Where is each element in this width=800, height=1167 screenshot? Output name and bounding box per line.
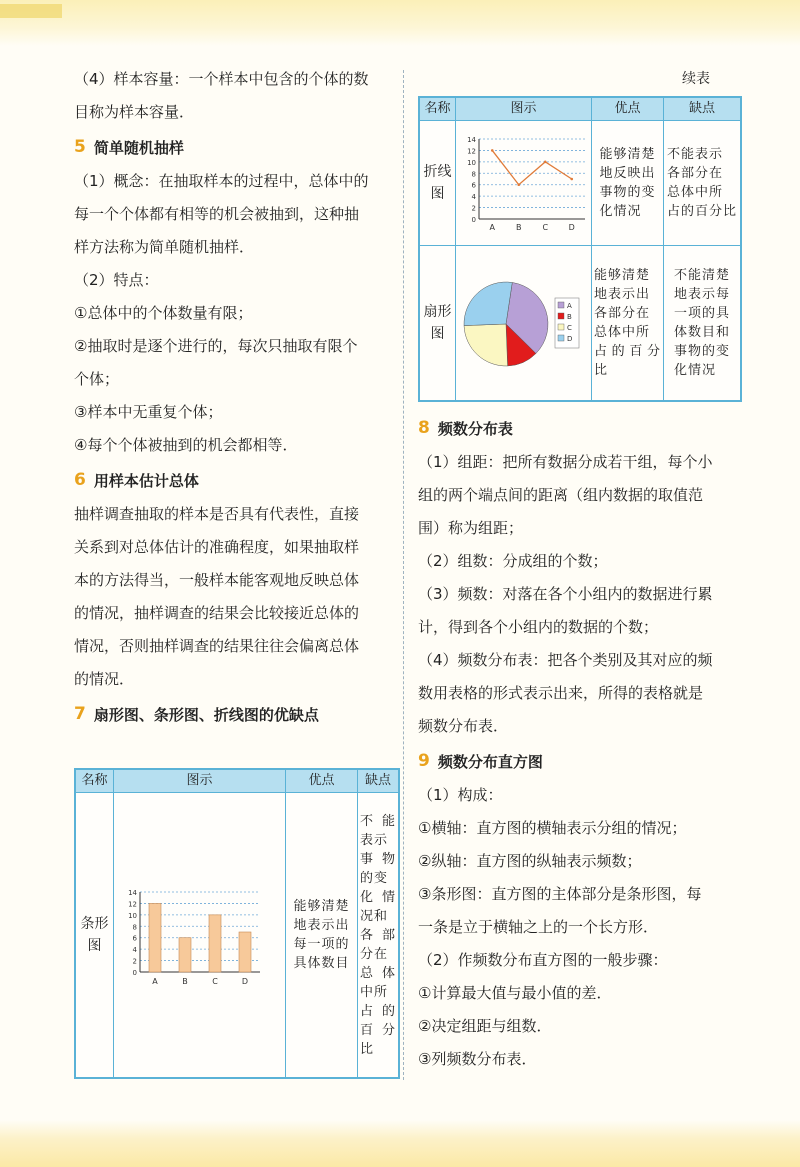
bar-mark [179,938,191,972]
bar-ytick-label: 8 [132,923,137,932]
section-5-title: 简单随机抽样 [93,138,184,157]
header-name: 名称 [76,770,114,792]
s6-line: 情况，否则抽样调查的结果往往会偏离总体 [74,637,360,655]
header-pros: 优点 [592,98,664,120]
bar-cons-line: 事物的变 [360,851,396,886]
section-5-heading [74,130,396,164]
continued-label: 续表 [682,71,710,87]
bar-ytick-label: 14 [127,889,137,897]
s6-line: 的情况． [74,670,135,688]
bar-chart [120,880,280,990]
s9-line: ②纵轴：直方图的纵轴表示频数； [418,852,642,870]
bar-ytick-label: 0 [132,969,137,977]
bar-mark [239,932,251,972]
line-ytick-label: 0 [471,216,476,224]
table-row-pie [420,246,740,400]
line-pros-line: 能够清楚 [599,147,656,162]
pie-legend-swatch [558,302,564,308]
line-point [517,183,520,186]
line-xtick-label: C [541,223,548,232]
s9-line: ③条形图：直方图的主体部分是条形图，每 [418,885,702,903]
line-name-cell [420,121,456,245]
bar-pros-line: 具体数目 [293,956,350,971]
top-decorative-band [0,0,800,46]
line-name-1: 折线 [423,164,452,180]
line-cons-cell [664,121,740,245]
line-point [490,149,493,152]
s5-line: 个体； [74,370,120,388]
s6-line: 的情况，抽样调查的结果会比较接近总体的 [74,604,360,622]
section-9-number: 9 [418,751,430,771]
pie-pros-line: 地表示出 [594,287,651,302]
line-name-2: 图 [430,186,445,202]
pie-legend-label: A [566,302,572,310]
pie-cons-line: 地表示每 [673,287,730,302]
bar-cons-line: 占的百分比 [360,1003,396,1057]
section-6-heading [74,463,396,497]
bar-pros-cell [286,793,358,1077]
line-cons-line: 各部分在 [666,166,723,181]
table-header [76,770,398,793]
pie-legend-label: D [566,335,572,343]
bar-xtick-label: B [181,977,188,986]
table-row-line [420,121,740,246]
line-pros-line: 事物的变 [599,185,656,200]
pie-pros-line: 总体中所 [594,325,651,340]
pie-pros-cell [592,246,664,400]
s5-line: ②抽取时是逐个进行的，每次只抽取有限个 [74,337,358,355]
line-ytick-label: 6 [471,181,476,190]
section-6-title: 用样本估计总体 [93,471,199,490]
pie-legend-swatch [558,324,564,330]
line-ytick-label: 2 [471,204,476,213]
line-point [570,178,573,181]
pie-cons-line: 一项的具 [673,306,730,321]
s9-line: ②决定组距与组数． [418,1017,552,1035]
s5-line: 每一个个体都有相等的机会被抽到，这种抽 [74,205,360,223]
pie-name-1: 扇形 [423,304,452,320]
s9-line: 一条是立于横轴之上的一个长方形． [418,918,659,936]
left-column [74,63,396,732]
line-ytick-label: 12 [466,147,476,156]
bar-name-cell [76,793,114,1077]
pie-name-2: 图 [430,326,445,342]
pie-cons-line: 化情况 [673,363,716,378]
pie-chart-cell [456,246,592,400]
pie-cons-line: 体数目和 [673,325,730,340]
pie-legend-label: C [566,324,572,332]
bar-ytick-label: 2 [132,957,137,966]
bar-ytick-label: 6 [132,934,137,943]
pie-legend-swatch [558,335,564,341]
bar-cons-line: 化情况和 [360,889,396,924]
section-8-heading [418,411,740,445]
s8-line: 围）称为组距； [418,519,524,537]
bar-name-1: 条形 [80,916,109,932]
bar-ytick-label: 12 [127,900,137,909]
s9-line: ③列频数分布表． [418,1050,537,1068]
line-cons-line: 不能表示 [666,147,723,162]
bar-pros-line: 每一项的 [293,937,350,952]
s9-line: ①计算最大值与最小值的差． [418,984,612,1002]
pie-cons-cell [664,246,740,400]
line-chart [459,131,589,235]
sample-size-line-1: （4）样本容量：一个样本中包含的个体的数 [74,70,369,88]
bar-mark [209,915,221,972]
pie-cons-line: 不能清楚 [673,268,730,283]
s5-line: 样方法称为简单随机抽样． [74,238,255,256]
bar-ytick-label: 10 [127,911,137,920]
line-cons-line: 占的百分比 [666,204,737,219]
s5-line: ①总体中的个体数量有限； [74,304,253,322]
line-pros-line: 化情况 [599,204,642,219]
s8-line: 组的两个端点间的距离（组内数据的取值范 [418,486,704,504]
section-8-title: 频数分布表 [437,419,513,438]
header-name: 名称 [420,98,456,120]
bar-ytick-label: 4 [132,946,137,955]
s5-line: ④每个个体被抽到的机会都相等． [74,436,298,454]
s9-line: （1）构成： [418,786,503,804]
bar-pros-line: 地表示出 [293,918,350,933]
header-cons: 缺点 [364,773,391,788]
s8-line: 计，得到各个小组内的数据的个数； [418,618,659,636]
table-row-bar [76,793,398,1077]
s8-line: （1）组距：把所有数据分成若干组，每个小 [418,453,713,471]
bar-cons-cell [358,793,398,1077]
header-pros: 优点 [286,770,358,792]
s5-line: （1）概念：在抽取样本的过程中，总体中的 [74,172,369,190]
line-series [492,150,572,184]
table-header-continued [420,98,740,121]
section-9-heading [418,744,740,778]
s8-line: 数用表格的形式表示出来，所得的表格就是 [418,684,704,702]
header-figure: 图示 [114,770,286,792]
bar-xtick-label: D [241,977,248,986]
line-xtick-label: A [489,223,495,232]
pie-name-cell [420,246,456,400]
bottom-decorative-band [0,1120,800,1167]
line-pros-line: 地反映出 [599,166,656,181]
line-point [543,161,546,164]
s8-line: （3）频数：对落在各个小组内的数据进行累 [418,585,713,603]
pie-pros-line: 各部分在 [594,306,651,321]
line-ytick-label: 10 [466,158,476,167]
bar-name-2: 图 [87,938,102,954]
section-8-number: 8 [418,418,430,438]
bar-xtick-label: A [151,977,158,986]
bar-mark [149,903,161,972]
s8-line: （4）频数分布表：把各个类别及其对应的频 [418,651,713,669]
pie-pros-line: 占的百分比 [594,344,661,378]
right-column [418,410,740,1076]
bar-cons-line: 各部分在 [360,927,396,962]
line-cons-line: 总体中所 [666,185,723,200]
column-divider [403,70,404,1080]
pie-legend-label: B [566,313,572,321]
header-figure: 图示 [456,98,592,120]
s6-line: 关系到对总体估计的准确程度，如果抽取样 [74,538,360,556]
line-xtick-label: D [568,223,575,232]
line-ytick-label: 4 [471,193,476,202]
s9-line: （2）作频数分布直方图的一般步骤： [418,951,668,969]
comparison-table-part1 [74,768,400,1079]
comparison-table-part2 [418,96,742,402]
pie-chart [460,268,588,378]
line-ytick-label: 8 [471,170,476,179]
bar-chart-cell [114,793,286,1077]
sample-size-line-2: 目称为样本容量． [74,103,195,121]
s8-line: 频数分布表． [418,717,509,735]
s6-line: 本的方法得当，一般样本能客观地反映总体 [74,571,360,589]
section-7-number: 7 [74,704,86,724]
line-pros-cell [592,121,664,245]
s6-line: 抽样调查抽取的样本是否具有代表性，直接 [74,505,360,523]
line-chart-cell [456,121,592,245]
bar-xtick-label: C [211,977,218,986]
pie-cons-line: 事物的变 [673,344,730,359]
bar-pros-line: 能够清楚 [293,899,350,914]
pie-pros-line: 能够清楚 [594,268,651,283]
section-6-number: 6 [74,470,86,490]
pie-slice [464,324,508,366]
pie-slice [464,282,512,326]
s5-line: ③样本中无重复个体； [74,403,223,421]
corner-tag [0,4,62,18]
s8-line: （2）组数：分成组的个数； [418,552,608,570]
s5-line: （2）特点： [74,271,159,289]
bar-cons-line: 不能表示 [360,813,396,848]
s9-line: ①横轴：直方图的横轴表示分组的情况； [418,819,687,837]
section-7-heading [74,697,396,731]
line-xtick-label: B [515,223,521,232]
line-ytick-label: 14 [466,136,476,144]
header-cons: 缺点 [688,101,715,116]
section-9-title: 频数分布直方图 [437,752,543,771]
pie-legend-swatch [558,313,564,319]
bar-cons-line: 总体中所 [360,965,396,1000]
section-7-title: 扇形图、条形图、折线图的优缺点 [93,705,319,724]
section-5-number: 5 [74,137,86,157]
